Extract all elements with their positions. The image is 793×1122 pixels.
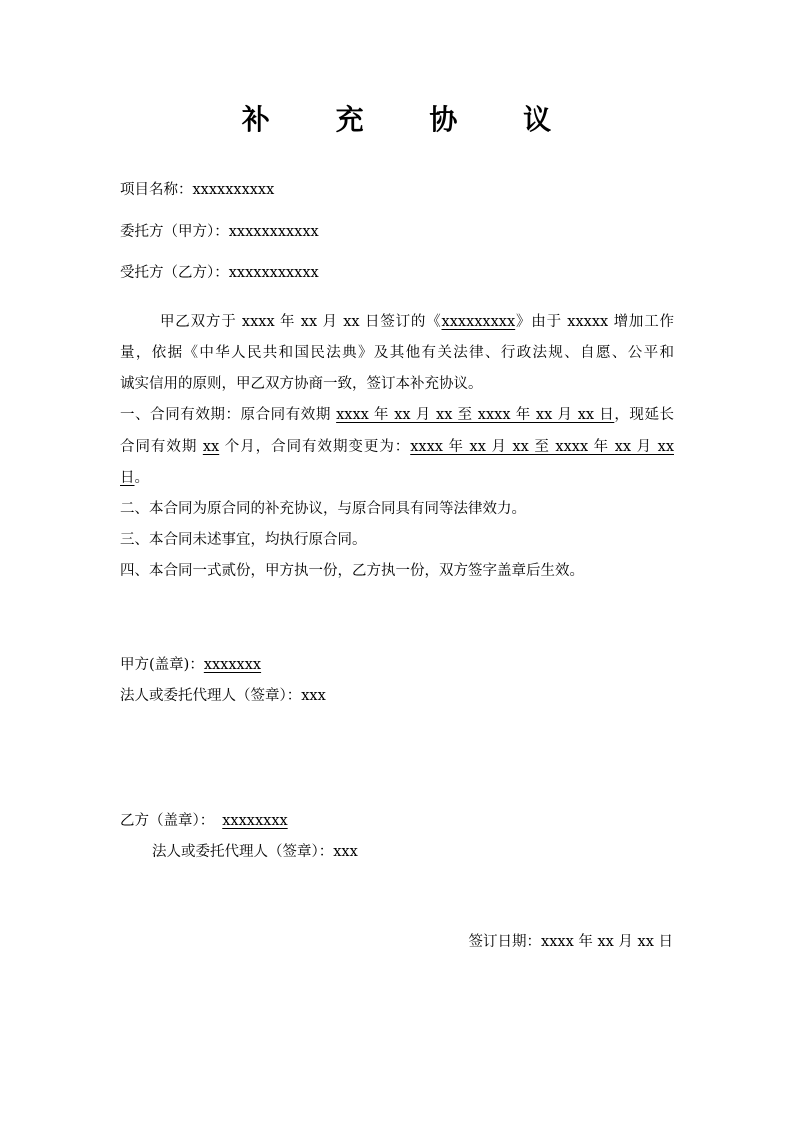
sign-date-line [469,932,673,952]
clause1-line-2 [120,437,674,457]
extend-months: xx [202,439,220,455]
party-a-rep-label: 法人或委托代理人（签章）： [120,688,302,704]
clause1-line-1 [120,405,674,425]
agent-value: xxxxxxxxxxx [228,265,319,281]
document-title: 补 充 协 议 [241,103,580,136]
new-period-part2: 日 [120,470,135,486]
intro-text-b: 》由于 xxxxx 增加工作 [515,314,674,330]
client-line [120,222,319,242]
clause1-text-a: 一、合同有效期：原合同有效期 [120,407,337,423]
original-period: xxxx 年 xx 月 xx 至 xxxx 年 xx 月 xx 日 [336,407,615,423]
clause1-text-d: 个月，合同有效期变更为： [219,439,411,455]
party-a-rep-line [120,686,326,706]
clause1-line-3 [120,468,149,488]
party-b-seal-label: 乙方（盖章）： [120,813,215,829]
party-a-rep-value: xxx [301,688,326,704]
clause1-text-c: 合同有效期 [120,439,203,455]
clause-4: 四、本合同一式贰份，甲方执一份，乙方执一份，双方签字盖章后生效。 [120,563,584,579]
intro-text-a: 甲乙双方于 xxxx 年 xx 月 xx 日签订的《 [160,314,442,330]
project-name-value: xxxxxxxxxx [192,182,275,198]
clause-3: 三、本合同未述事宜，均执行原合同。 [120,532,367,548]
party-b-rep-label: 法人或委托代理人（签章）： [152,844,334,860]
clause-2: 二、本合同为原合同的补充协议，与原合同具有同等法律效力。 [120,501,526,517]
intro-line-1 [160,312,674,332]
party-a-seal-line [120,655,275,675]
clause1-text-b: ，现延长 [614,407,675,423]
project-name-label: 项目名称： [120,182,193,198]
party-b-seal-value: xxxxxxxx [222,813,288,829]
agent-label: 受托方（乙方）： [120,265,229,281]
sign-date-value: xxxx 年 xx 月 xx 日 [541,934,673,950]
project-name-line [120,180,274,200]
contract-name: xxxxxxxxx [441,314,516,330]
intro-line-2: 量，依据《中华人民共和国民法典》及其他有关法律、行政法规、自愿、公平和 [120,345,674,361]
party-a-seal-label: 甲方(盖章)： [120,657,204,673]
agent-line [120,263,319,283]
new-period-part1: xxxx 年 xx 月 xx 至 xxxx 年 xx 月 xx [410,439,674,455]
party-a-seal-value: xxxxxxx [203,657,262,673]
client-value: xxxxxxxxxxx [228,224,319,240]
intro-line-3: 诚实信用的原则，甲乙双方协商一致，签订本补充协议。 [120,376,483,392]
party-b-seal-line [120,811,288,831]
sign-date-label: 签订日期： [468,934,542,950]
party-b-rep-value: xxx [333,844,358,860]
client-label: 委托方（甲方）： [120,224,229,240]
party-b-rep-line [152,842,358,862]
clause1-text-e: 。 [134,470,149,486]
